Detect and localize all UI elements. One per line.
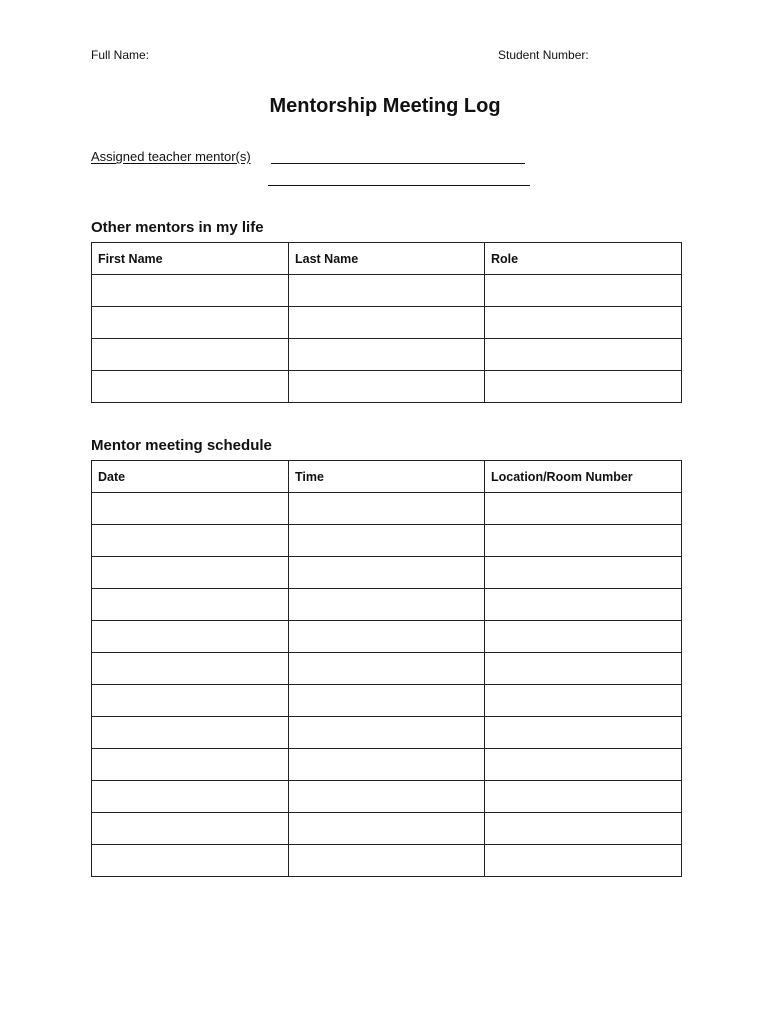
table-row: [92, 621, 682, 653]
table-cell[interactable]: [92, 493, 289, 525]
table-cell[interactable]: [485, 845, 682, 877]
other-mentors-heading: Other mentors in my life: [91, 219, 264, 236]
table-cell[interactable]: [289, 557, 485, 589]
table-row: [92, 371, 682, 403]
table-cell[interactable]: [485, 493, 682, 525]
table-cell[interactable]: [289, 307, 485, 339]
meeting-schedule-header-row: [92, 461, 682, 493]
table-cell[interactable]: [92, 621, 289, 653]
table-cell[interactable]: [92, 717, 289, 749]
other-mentors-header-row: [92, 243, 682, 275]
assigned-mentor-blank-1[interactable]: [271, 163, 525, 164]
table-cell[interactable]: [92, 525, 289, 557]
table-row: [92, 685, 682, 717]
meeting-schedule-heading: Mentor meeting schedule: [91, 437, 272, 454]
table-cell[interactable]: [289, 493, 485, 525]
table-row: [92, 307, 682, 339]
table-cell[interactable]: [289, 813, 485, 845]
meeting-schedule-table: [91, 460, 682, 877]
table-cell[interactable]: [485, 781, 682, 813]
table-cell[interactable]: [485, 557, 682, 589]
column-header-date: Date: [92, 461, 289, 493]
table-row: [92, 275, 682, 307]
table-row: [92, 717, 682, 749]
table-cell[interactable]: [485, 525, 682, 557]
table-row: [92, 589, 682, 621]
table-cell[interactable]: [289, 525, 485, 557]
meeting-schedule-body: [92, 493, 682, 877]
table-cell[interactable]: [92, 589, 289, 621]
table-row: [92, 557, 682, 589]
table-cell[interactable]: [289, 781, 485, 813]
assigned-mentor-label: Assigned teacher mentor(s): [91, 149, 251, 164]
column-header-location: Location/Room Number: [485, 461, 682, 493]
column-header-last-name: Last Name: [289, 243, 485, 275]
table-cell[interactable]: [92, 275, 289, 307]
table-cell[interactable]: [289, 845, 485, 877]
table-cell[interactable]: [485, 275, 682, 307]
table-cell[interactable]: [289, 339, 485, 371]
table-row: [92, 845, 682, 877]
table-cell[interactable]: [289, 589, 485, 621]
table-row: [92, 339, 682, 371]
table-cell[interactable]: [289, 621, 485, 653]
other-mentors-table: [91, 242, 682, 403]
table-row: [92, 525, 682, 557]
table-cell[interactable]: [485, 717, 682, 749]
table-cell[interactable]: [289, 685, 485, 717]
other-mentors-body: [92, 275, 682, 403]
table-cell[interactable]: [92, 749, 289, 781]
table-cell[interactable]: [289, 275, 485, 307]
table-cell[interactable]: [485, 621, 682, 653]
table-cell[interactable]: [485, 589, 682, 621]
table-cell[interactable]: [485, 339, 682, 371]
table-cell[interactable]: [92, 845, 289, 877]
table-cell[interactable]: [92, 781, 289, 813]
table-row: [92, 653, 682, 685]
table-cell[interactable]: [92, 339, 289, 371]
table-cell[interactable]: [485, 685, 682, 717]
table-cell[interactable]: [92, 307, 289, 339]
table-row: [92, 781, 682, 813]
table-cell[interactable]: [485, 749, 682, 781]
table-cell[interactable]: [92, 813, 289, 845]
table-cell[interactable]: [92, 685, 289, 717]
table-cell[interactable]: [289, 371, 485, 403]
student-number-label: Student Number:: [498, 48, 589, 62]
table-cell[interactable]: [485, 653, 682, 685]
page-title: Mentorship Meeting Log: [269, 95, 501, 117]
table-row: [92, 493, 682, 525]
table-cell[interactable]: [289, 653, 485, 685]
assigned-mentor-blank-2[interactable]: [268, 185, 530, 186]
table-cell[interactable]: [485, 371, 682, 403]
table-cell[interactable]: [92, 371, 289, 403]
table-row: [92, 813, 682, 845]
table-row: [92, 749, 682, 781]
full-name-label: Full Name:: [91, 48, 150, 62]
column-header-time: Time: [289, 461, 485, 493]
table-cell[interactable]: [289, 749, 485, 781]
column-header-first-name: First Name: [92, 243, 289, 275]
column-header-role: Role: [485, 243, 682, 275]
table-cell[interactable]: [92, 557, 289, 589]
table-cell[interactable]: [92, 653, 289, 685]
table-cell[interactable]: [485, 813, 682, 845]
table-cell[interactable]: [289, 717, 485, 749]
table-cell[interactable]: [485, 307, 682, 339]
